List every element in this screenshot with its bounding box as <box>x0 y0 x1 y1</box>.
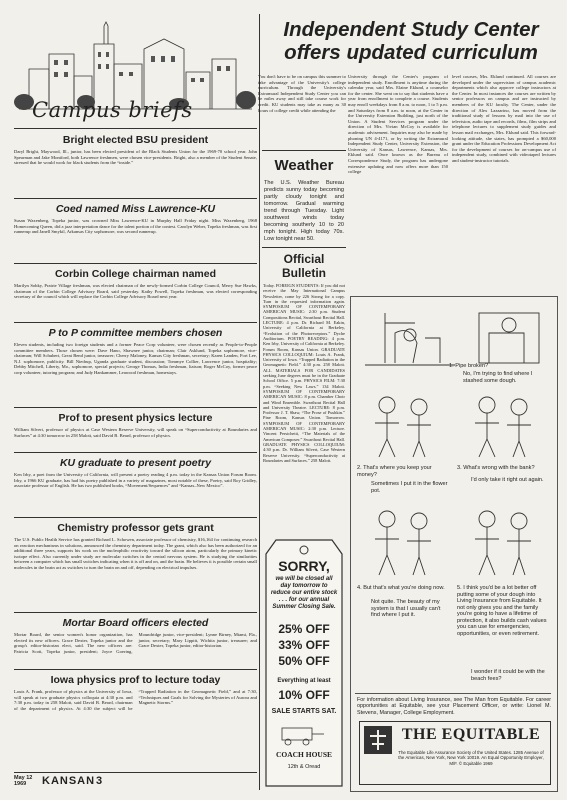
caption-3-reply: I'd only take it right out again. <box>471 477 544 483</box>
brief-title: Prof to present physics lecture <box>58 412 213 424</box>
brief-title: Corbin College chairman named <box>54 268 217 280</box>
coach-house-ad <box>264 538 344 788</box>
caption-1-reply: No, I'm trying to find where I stashed some dough. <box>463 371 533 384</box>
ad-everything: Everything at least <box>277 678 331 684</box>
story-column-1 <box>258 74 346 146</box>
caption-4: 4. But that's what you're doing now. <box>357 585 445 591</box>
divider <box>14 128 257 129</box>
weather-title: Weather <box>274 157 334 174</box>
equitable-fine-print: The Equitable Life Assurance Society of the United States. 1285 Avenue of the Americas, New York, New York 10019. An Equal Opportunity Employer, M/F. © Equitable 1969 <box>398 750 544 766</box>
cartoon-panel-4 <box>357 503 449 581</box>
brief-body: Eleven students, including two foreign students and a former Peace Corp volunteer, were chosen recently as People-to-People committee members. Those chosen were: Dave Hano, Shawnee junior, chairman; Clair Asklund, Topeka sophomore, vice-chairman; Will Schubert, Great Bend junior, treasurer; Cherry Maloney, Kansas City freshman, secretary; Karen Landen, Fort Lee, N.J. sophomore, publicity. Bill Niedrup, Uganda graduate student, discussion; Tommye Collier, Lawrence junior, hospitality; Debby Mitchell, Liberty, Mo., sophomore, special projects; George Thomas, India freshman, liaison; Roger McCoy, former peace corp volunteer, tutoring program; and Judy Hankammer, Leawood freshman, homestays. <box>14 342 257 375</box>
divider <box>14 322 257 323</box>
ad-sale-starts: SALE STARTS SAT. <box>271 708 337 715</box>
ad-discount-3: 50% OFF <box>278 654 330 668</box>
page-footer <box>14 772 257 791</box>
headline-line-2: offers updated curriculum <box>284 41 538 64</box>
story-column-2 <box>348 74 448 292</box>
story-text: level courses, Mrs. Eklund continued. All courses are developed under the supervision of campus academic departments which also approve college instructors at the Center. In most instances the courses are written by senior professors on campus and are instructed by members of the KU faculty. The Center, under the direction of Alex Lazzarino, has moved from the traditional study of lessons by mail into the use of television, audio tape and records, films, film strips and telephone lectures to supplement study guides and lesson mail exchanges, Mrs. Eklund said. This forward-looking attitude, she states, has prompted a $60,000 grant under the Education Professions Development Act for the development of courses for on-campus use of independent study, combined with videotaped lectures and student-instructor tutorials. <box>452 74 556 163</box>
brief-item <box>14 325 257 405</box>
brief-body: The U.S. Public Health Service has granted Richard L. Schowen, associate professor of chemistry, $16,164 for continuing research on reaction mechanisms in solutions, announced the chemistry department today. The grant, which also has been authorized for an additional three years, supports his work on the nucleophilic reactivity toward the silicon atom, particularly the primary kinetic isotope effect. Also currently under study are molecular switches in the central nervous system. He is studying the similarities between a computer which has small switches indicating when it is off and on, and the brain. He believes it is possible certain small molecules in the brain act as switches to turn the brain on and off, depending on electrical impulses. <box>14 537 257 570</box>
divider <box>14 198 257 199</box>
caption-1: 1. Pipe broken? <box>449 363 489 369</box>
brief-title: Iowa physics prof to lecture today <box>50 674 221 686</box>
brief-body: Marilyn Sobky, Prairie Village freshman, was elected chairman of the newly-formed Corbin College Council, Merry Sue Hawks, chairman of the Corbin College Advisory Board, said yesterday. Kathy Powell, Topeka freshman, was elected corresponding secretary of the council which will replace the Corbin College Advisory Board next year. <box>14 283 257 300</box>
divider <box>14 517 257 518</box>
caption-2-reply: Sometimes I put it in the flower pot. <box>371 481 448 494</box>
ad-ten-percent: 10% OFF <box>278 688 330 702</box>
equitable-logo-box <box>359 721 551 785</box>
ad-address: 12th & Oread <box>287 764 321 770</box>
brief-body: Ken Irby, a poet from the University of California, will present a poetry reading 4 p.m. today in the Kansas Union Forum Room. Irby, a 1966 KU graduate, has had his poetry published in a variety of magazines, most notable of these, Poetry, said Roy Gridley, associate professor of English. He has two published books, “Movement/Sequences” and “Kansas–New Mexico”. <box>14 472 257 489</box>
brief-body: Daryl Bright, Maywood, Ill., junior, has been elected president of the Black Students Union for the 1969-70 school year. John Spearman and Jake Montford, both Lawrence freshmen, were chosen vice-presidents. Bright, also a member of the Student Senate, stressed that he would work for black students from the “inside.” <box>14 149 257 166</box>
brief-item <box>14 672 257 718</box>
caption-5: 5. I think you'd be a lot better off putting some of your dough into Living Insurance from Equitable. It not only gives you and the family you're going to have a lifetime of protection, it also builds cash values you can use for emergencies, opportunities, or even retirement. <box>457 585 547 637</box>
weather-text: The U.S. Weather Bureau predicts sunny today becoming partly cloudy tonight and tomorrow. Gradual warming trend through Tuesday. Light southwest winds today becoming southerly 10 to 20 mph tonight. High today 70s. Low tonight near 50. <box>264 180 344 242</box>
ad-divider <box>355 693 551 694</box>
coach-icon <box>268 724 340 746</box>
caption-4-reply: Not quite. The beauty of my system is that I usually can't find where I put it. <box>371 599 441 618</box>
brief-body: William Silvert, professor of physics at Case Western Reserve University, will speak on “Superconductivity at Boundaries and Surfaces” at 4:30 tomorrow in 258 Malott, said David B. Beard, professor of physics. <box>14 427 257 438</box>
footer-date <box>14 775 32 787</box>
story-column-3 <box>452 74 556 292</box>
brief-title: Coed named Miss Lawrence-KU <box>55 203 216 215</box>
equitable-ad <box>350 296 558 792</box>
cartoon-panel-2 <box>357 389 449 461</box>
brief-item <box>14 410 257 450</box>
divider <box>14 669 257 670</box>
bulletin-text: Today. FOREIGN STUDENTS: If you did not receive the May International Campus Newsletter, come by 226 Strong for a copy. Turn in the requested information again. SYMPOSIUM OF CONTEMPORARY AMERICAN MUSIC: 2:30 p.m. Student Compositions Recital, Swarthout Recital Hall. LECTURE: 4 p.m. Dr. Richard M. Eakin, University of California at Berkeley, “Evolution of the Photoreceptors.” Dyche Auditorium. POETRY READING: 4 p.m. Ken Irby, University of California at Berkeley. Forum Room, Kansas Union. GRADUATE PHYSICS COLLOQUIUM: Louis A. Frank, University of Iowa. “Trapped Radiation in the Geomagnetic Field.” 4:30 p.m. 258 Malott. ALL MATERIALS FOR CANDIDATES seeking June degrees must be in the Graduate School Office. 5 p.m. PHYSICS FILM: 7:30 p.m. “Seeking New Laws.” 134 Malott. SYMPOSIUM OF CONTEMPORARY AMERICAN MUSIC: 8 p.m. Chamber Choir and Wind Ensemble. Swarthout Recital Hall and University Theatre. LECTURE: 8 p.m. Professor J. T. Shaw, “The Prose of Pushkin.” Pine Room, Kansas Union. Tomorrow. SYMPOSIUM OF CONTEMPORARY AMERICAN MUSIC: 2:30 p.m. Lecture. Vincent Persichetti, “The Materials of the American Composer.” Swarthout Recital Hall. GRADUATE PHYSICS COLLOQUIUM: 4:30 p.m. Dr. William Silvert, Case Western Reserve University. “Superconductivity at Boundaries and Surfaces.” 258 Malott. <box>263 283 345 463</box>
divider <box>14 407 257 408</box>
caption-5-reply: I wonder if it could be with the beach fees? <box>471 669 545 682</box>
cartoon-panel-5 <box>457 503 549 581</box>
ad-sorry: SORRY, <box>278 558 330 574</box>
ad-text: we will be closed all day tomorrow to reduce our entire stock . . . for our annual Summer Closing Sale. <box>270 576 338 610</box>
briefs-column <box>14 128 257 718</box>
headline-line-1: Independent Study Center <box>283 18 539 41</box>
brief-body: Susan Waxenberg, Topeka junior, was crowned Miss Lawrence-KU in Murphy Hall Friday night. Miss Waxenberg, 1968 Homecoming Queen, did a jazz interpretation dance for the talent portion of the contest. Carolyn Weber, Topeka freshman, was first runnerup and Janell Smykil, Arkansas City sophomore, was second runnerup. <box>14 218 257 235</box>
section-title: Campus briefs <box>32 98 193 122</box>
brief-item <box>14 132 257 196</box>
weather-box <box>262 150 346 248</box>
ad-info-text: For information about Living Insurance, see The Man from Equitable. For career opportunities at Equitable, see your Placement Officer, or write: Lionel M. Stevens, Manager, College Employment. <box>357 697 551 716</box>
brief-body: Louis A. Frank, professor of physics at the University of Iowa, will speak at two graduate physics colloquia at 4:30 p.m. and 7:30 p.m. today in 258 Malott, said David B. Beard, chairman of the department of physics. At 4:30 the subject will be “Trapped Radiation in the Geomagnetic Field,” and at 7:30, “Techniques and Goals for Solving the Mysteries of Aurora and Magnetic Storms.” <box>14 689 257 711</box>
ad-discount-1: 25% OFF <box>278 622 330 636</box>
brief-title: P to P committee members chosen <box>48 327 223 339</box>
cartoon-panel-3 <box>457 389 549 461</box>
bulletin-title: Official Bulletin <box>282 252 326 280</box>
divider <box>14 612 257 613</box>
divider <box>14 263 257 264</box>
divider <box>14 452 257 453</box>
story-text: University through the Center's program of independent study. Enrollment is anytime during the calendar year, said Mrs. Elaine Eklund, a counselor for the center. She went on to say that students have a year from enrollment to complete a course. Students may enroll weekdays from 8 a.m. to noon, 1 to 5 p.m. and Saturdays from 8 a.m. to noon, at the Center in the University Extension Building, just north of the Union. A Student Services program under the direction of Mrs. Vivian McCoy is available for academic advisement. Inquiries may also be made by phoning UN 4-4171, or by writing the Extramural Independent Study Center, University Extension, the University of Kansas, Lawrence, Kansas, Mrs. Eklund said. Once known as the Bureau of Correspondence Study, the program has undergone extensive updating and now offers more than 150 college <box>348 74 448 175</box>
main-headline <box>266 18 556 64</box>
footer-page-number: 3 <box>96 775 103 787</box>
equitable-logo: THE EQUITABLE <box>401 726 541 743</box>
caption-3: 3. What's wrong with the bank? <box>457 465 535 471</box>
footer-paper-name: KANSAN <box>42 775 96 787</box>
brief-body: Mortar Board, the senior women's honor organization, has elected its new officers. Grace Dexter, Topeka junior and the group's editor-historian elect, said. The new officers are: Patricia Scott, Topeka junior, president; Joyce Goering, Moundridge junior, vice-president; Lynne Birney, Miami, Fla., junior, secretary; Mary Lippitt, Wichita junior, treasurer; and Grace Dexter, Topeka junior, editor-historian. <box>14 632 257 654</box>
ad-store-name: COACH HOUSE <box>275 750 333 759</box>
brief-item <box>14 455 257 515</box>
brief-item <box>14 201 257 261</box>
footer-date-year: 1969 <box>14 781 27 787</box>
brief-title: KU graduate to present poetry <box>59 457 212 469</box>
campus-briefs-banner <box>14 14 257 124</box>
story-text: You don't have to be on campus this summer to take advantage of the University's college curriculum. Through the University's Extramural Independent Study Center you can be miles away and still take course work for credit. KU students may take as many as 30 hours of college credit while attending the <box>258 74 346 113</box>
brief-title: Bright elected BSU president <box>62 134 209 146</box>
brief-title: Mortar Board officers elected <box>62 617 209 629</box>
brief-item <box>14 520 257 610</box>
brief-item <box>14 615 257 667</box>
ad-discount-2: 33% OFF <box>278 638 330 652</box>
caption-2: 2. That's where you keep your money? <box>357 465 432 478</box>
footer-date-day: May 12 <box>14 775 33 781</box>
equitable-logo-icon <box>362 724 394 756</box>
brief-title: Chemistry professor gets grant <box>57 522 214 534</box>
brief-item <box>14 266 257 320</box>
official-bulletin <box>262 250 346 530</box>
